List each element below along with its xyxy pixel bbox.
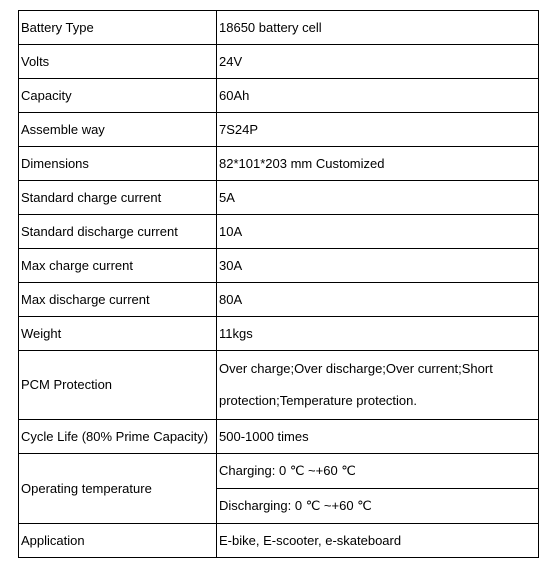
- spec-label: Standard charge current: [19, 181, 217, 215]
- spec-label: Max charge current: [19, 249, 217, 283]
- spec-value: [217, 454, 539, 524]
- spec-value: 500-1000 times: [217, 420, 539, 454]
- spec-value: 60Ah: [217, 79, 539, 113]
- table-row: [19, 249, 539, 283]
- charging-temperature: Charging: 0 ℃ ~+60 ℃: [219, 463, 356, 478]
- spec-label: Max discharge current: [19, 283, 217, 317]
- table-row: [19, 181, 539, 215]
- spec-value: 82*101*203 mm Customized: [217, 147, 539, 181]
- spec-table: [18, 10, 539, 558]
- spec-value: 24V: [217, 45, 539, 79]
- table-row: [19, 113, 539, 147]
- table-row: [19, 283, 539, 317]
- table-row: [19, 454, 539, 524]
- spec-value: 7S24P: [217, 113, 539, 147]
- spec-label: Volts: [19, 45, 217, 79]
- discharging-temperature: Discharging: 0 ℃ ~+60 ℃: [217, 488, 538, 523]
- spec-label: Dimensions: [19, 147, 217, 181]
- spec-value: 11kgs: [217, 317, 539, 351]
- spec-value: E-bike, E-scooter, e-skateboard: [217, 524, 539, 558]
- spec-label: Operating temperature: [19, 454, 217, 524]
- table-row: [19, 420, 539, 454]
- table-row: [19, 215, 539, 249]
- spec-value: 10A: [217, 215, 539, 249]
- spec-label: Capacity: [19, 79, 217, 113]
- spec-value: 80A: [217, 283, 539, 317]
- table-row: [19, 147, 539, 181]
- table-row: [19, 351, 539, 420]
- spec-label: Application: [19, 524, 217, 558]
- table-row: [19, 11, 539, 45]
- spec-label: PCM Protection: [19, 351, 217, 420]
- spec-value: 5A: [217, 181, 539, 215]
- table-row: [19, 45, 539, 79]
- spec-label: Cycle Life (80% Prime Capacity): [19, 420, 217, 454]
- table-row: [19, 79, 539, 113]
- table-row: [19, 317, 539, 351]
- spec-value: Over charge;Over discharge;Over current;Short protection;Temperature protection.: [217, 351, 539, 420]
- spec-label: Standard discharge current: [19, 215, 217, 249]
- spec-label: Weight: [19, 317, 217, 351]
- spec-label: Battery Type: [19, 11, 217, 45]
- table-row: [19, 524, 539, 558]
- spec-value: 30A: [217, 249, 539, 283]
- spec-value: 18650 battery cell: [217, 11, 539, 45]
- spec-label: Assemble way: [19, 113, 217, 147]
